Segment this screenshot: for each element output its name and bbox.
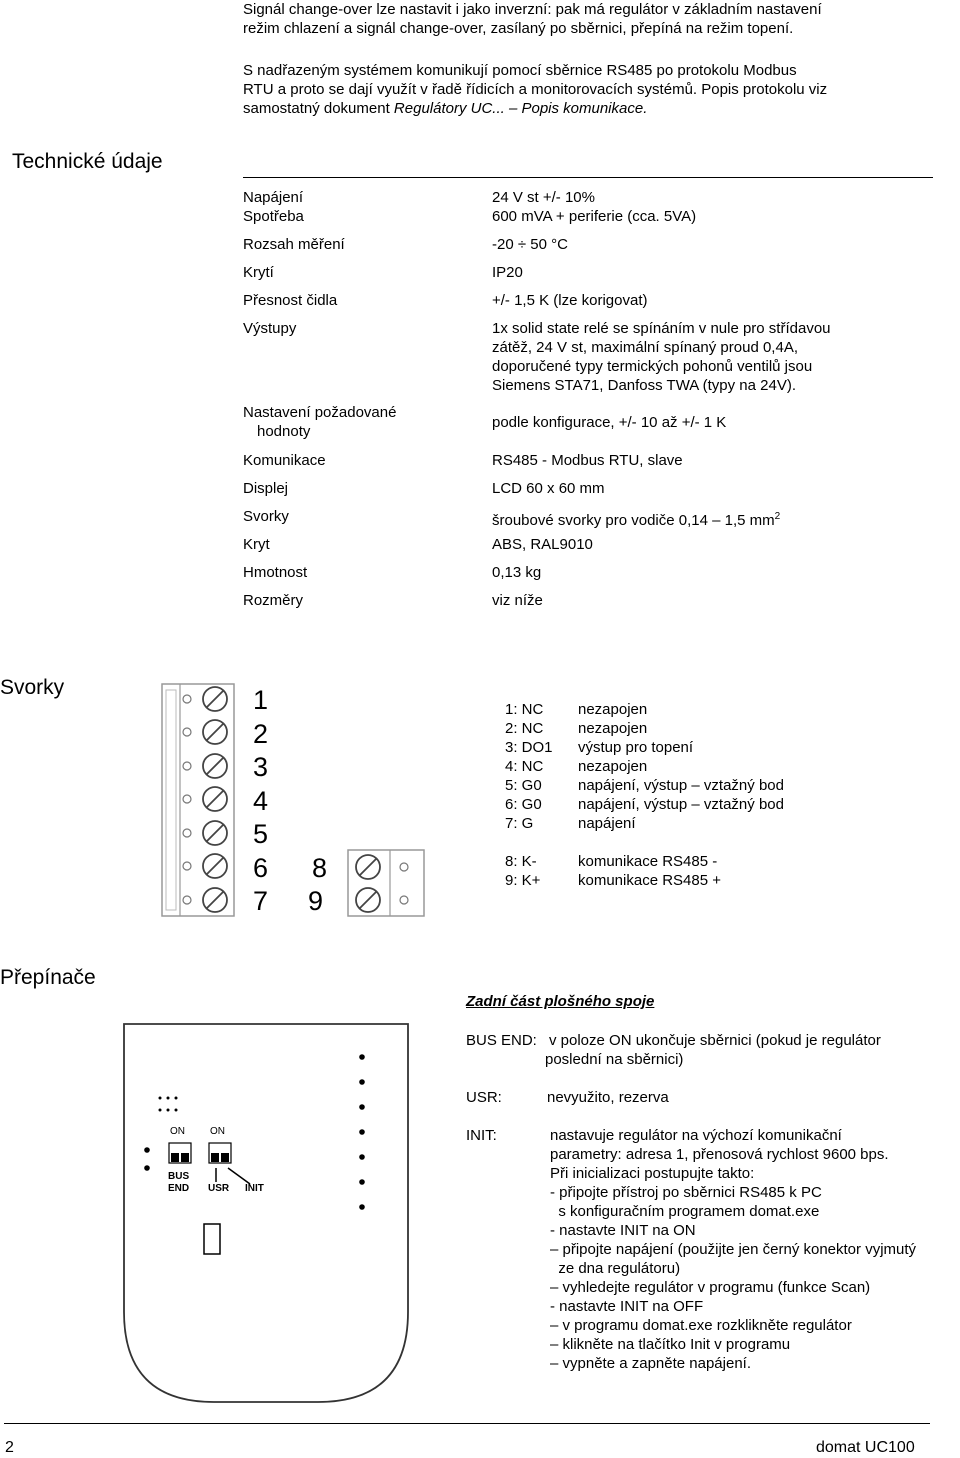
tech-value: podle konfigurace, +/- 10 až +/- 1 K <box>492 414 727 431</box>
tech-label: Výstupy <box>243 320 297 337</box>
terminal-number: 2 <box>253 719 269 749</box>
intro-p2-line2: RTU a proto se dají využít v řadě řídicích a monitorovacích systémů. Popis protokolu viz <box>243 81 828 98</box>
init-line: ze dna regulátoru) <box>550 1260 681 1277</box>
pcb-label-on: ON <box>170 1126 185 1137</box>
init-line: nastavuje regulátor na výchozí komunikační <box>550 1127 842 1144</box>
legend-code: 4: NC <box>505 758 544 775</box>
bus-end-text-2: poslední na sběrnici) <box>545 1051 684 1068</box>
intro-paragraph-1 <box>243 0 943 38</box>
terminal-block-drawing <box>158 682 438 922</box>
init-line: Při inicializaci postupujte takto: <box>550 1165 755 1182</box>
terminal-number: 8 <box>312 853 328 883</box>
tech-value: 0,13 kg <box>492 564 542 581</box>
legend-code: 8: K- <box>505 853 537 870</box>
init-line: – klikněte na tlačítko Init v programu <box>550 1336 791 1353</box>
usr-text: nevyužito, rezerva <box>547 1089 669 1106</box>
tech-label: Kryt <box>243 536 270 553</box>
doc-reference: Regulátory UC... – Popis komunikace. <box>393 100 648 117</box>
init-label: INIT: <box>466 1127 497 1144</box>
tech-label: Spotřeba <box>243 208 304 225</box>
terminal-number: 6 <box>253 853 269 883</box>
pcb-label-on: ON <box>210 1126 225 1137</box>
intro-p1-line2: režim chlazení a signál change-over, zasílaný po sběrnici, přepíná na režim topení. <box>243 20 794 37</box>
footer-product: domat UC100 <box>816 1439 915 1456</box>
bus-end-text-1: v poloze ON ukončuje sběrnici (pokud je regulátor <box>549 1032 881 1049</box>
legend-desc: napájení <box>578 815 636 832</box>
tech-heading: Technické údaje <box>12 150 163 173</box>
intro-p1-line1: Signál change-over lze nastavit i jako inverzní: pak má regulátor v základním nastavení <box>243 1 822 18</box>
legend-desc: napájení, výstup – vztažný bod <box>578 796 784 813</box>
init-line: - nastavte INIT na OFF <box>550 1298 704 1315</box>
terminal-number: 1 <box>253 685 269 715</box>
legend-code: 3: DO1 <box>505 739 553 756</box>
pcb-label-init: INIT <box>245 1183 264 1194</box>
intro-p2-line1: S nadřazeným systémem komunikují pomocí sběrnice RS485 po protokolu Modbus <box>243 62 797 79</box>
superscript: 2 <box>774 511 781 522</box>
tech-label: Displej <box>243 480 289 497</box>
legend-code: 6: G0 <box>505 796 542 813</box>
intro-p2-line3: samostatný dokument Regulátory UC... – Popis komunikace. <box>243 100 648 117</box>
switches-heading: Přepínače <box>0 966 96 989</box>
bus-end-label: BUS END: <box>466 1032 537 1049</box>
tech-label: Komunikace <box>243 452 326 469</box>
terminal-number: 5 <box>253 819 269 849</box>
tech-value: 24 V st +/- 10% <box>492 189 595 206</box>
init-line: – připojte napájení (použijte jen černý konektor vyjmutý <box>550 1241 917 1258</box>
legend-desc: komunikace RS485 - <box>578 853 718 870</box>
page-number: 2 <box>5 1439 14 1456</box>
legend-code: 5: G0 <box>505 777 542 794</box>
legend-desc: nezapojen <box>578 701 648 718</box>
legend-desc: komunikace RS485 + <box>578 872 721 889</box>
terminal-screws <box>203 687 227 912</box>
pcb-label-end: END <box>168 1183 190 1194</box>
tech-label: Hmotnost <box>243 564 308 581</box>
legend-code: 9: K+ <box>505 872 541 889</box>
legend-desc: výstup pro topení <box>578 739 694 756</box>
legend-desc: nezapojen <box>578 720 648 737</box>
tech-label: Rozsah měření <box>243 236 345 253</box>
init-line: – vypněte a zapněte napájení. <box>550 1355 751 1372</box>
init-line: - připojte přístroj po sběrnici RS485 k PC <box>550 1184 822 1201</box>
intro-paragraph-2 <box>243 61 943 118</box>
tech-rule <box>243 177 933 178</box>
init-line: – vyhledejte regulátor v programu (funkce Scan) <box>550 1279 871 1296</box>
tech-value: -20 ÷ 50 °C <box>492 236 568 253</box>
dip-switch-bus-end <box>169 1143 191 1163</box>
tech-value: IP20 <box>492 264 523 281</box>
pcb-jumper-outline <box>204 1224 220 1254</box>
legend-desc: napájení, výstup – vztažný bod <box>578 777 784 794</box>
tech-value: šroubové svorky pro vodiče 0,14 – 1,5 $mm^2$ <box>492 511 781 529</box>
board-title: Zadní část plošného spoje <box>466 993 655 1010</box>
tech-label-multiline: Nastavení požadované hodnoty <box>243 404 397 440</box>
legend-code: 1: NC <box>505 701 544 718</box>
terminal-number: 9 <box>308 886 324 916</box>
terminals-heading: Svorky <box>0 676 65 699</box>
init-line: – v programu domat.exe rozklikněte regulátor <box>550 1317 852 1334</box>
dip-switch-usr-init <box>209 1143 231 1163</box>
init-line: parametry: adresa 1, přenosová rychlost 9600 bps. <box>550 1146 889 1163</box>
tech-label: Krytí <box>243 264 274 281</box>
terminal-number: 3 <box>253 752 269 782</box>
tech-value: viz níže <box>492 592 543 609</box>
init-line: - nastavte INIT na ON <box>550 1222 696 1239</box>
tech-value: +/- 1,5 K (lze korigovat) <box>492 292 648 309</box>
terminal-number: 4 <box>253 786 269 816</box>
init-description <box>550 1126 960 1373</box>
legend-code: 2: NC <box>505 720 544 737</box>
tech-value: RS485 - Modbus RTU, slave <box>492 452 683 469</box>
tech-label: Rozměry <box>243 592 304 609</box>
terminal-number: 7 <box>253 886 269 916</box>
pcb-label-bus: BUS <box>168 1171 190 1182</box>
tech-value: 600 mVA + periferie (cca. 5VA) <box>492 208 697 225</box>
legend-code: 7: G <box>505 815 534 832</box>
init-line: s konfiguračním programem domat.exe <box>550 1203 820 1220</box>
tech-value: ABS, RAL9010 <box>492 536 593 553</box>
tech-label: Přesnost čidla <box>243 292 338 309</box>
tech-label: Napájení <box>243 189 304 206</box>
pcb-back-drawing <box>122 1022 412 1404</box>
footer-rule <box>4 1423 930 1424</box>
tech-value: LCD 60 x 60 mm <box>492 480 605 497</box>
usr-label: USR: <box>466 1089 502 1106</box>
legend-desc: nezapojen <box>578 758 648 775</box>
pcb-label-usr: USR <box>208 1183 230 1194</box>
tech-label: Svorky <box>243 508 289 525</box>
tech-value-multiline: 1x solid state relé se spínáním v nule pro střídavou zátěž, 24 V st, maximální spínaný proud 0,4A, doporučené typy termických pohonů ventilů jsou Siemens STA71, Danfoss TWA (typy na 24V). <box>492 320 831 394</box>
